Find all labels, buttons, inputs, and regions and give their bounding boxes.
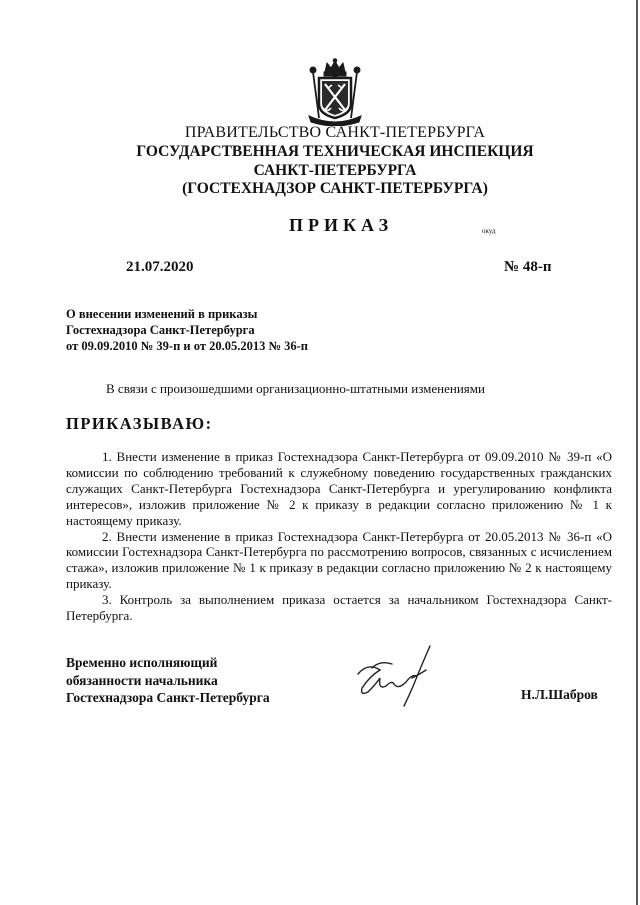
signer-name: Н.Л.Шабров (521, 687, 598, 702)
order-item-2: 2. Внести изменение в приказ Гостехнадзора Санкт-Петербурга от 20.05.2013 № 36-п «О комиссии Гостехнадзора Санкт-Петербурга по рассмотрению вопросов, связанных с исчислением стажа», изложив приложение № 1 к приказу в редакции согласно приложению № 2 к настоящему приказу. (66, 528, 612, 592)
okud-label: окуд (482, 227, 496, 235)
subject-line3: от 09.09.2010 № 39-п и от 20.05.2013 № 36-п (66, 339, 309, 353)
subject-line2: Гостехнадзора Санкт-Петербурга (66, 323, 255, 337)
handwritten-signature (352, 640, 442, 712)
subject-line1: О внесении изменений в приказы (66, 307, 258, 321)
agency-name-line2: САНКТ-ПЕТЕРБУРГА (253, 162, 417, 179)
signer-position-line3: Гостехнадзора Санкт-Петербурга (66, 690, 270, 705)
intro-paragraph: В связи с произошедшими организационно-штатными изменениями (106, 381, 485, 396)
order-number: № 48-п (504, 259, 552, 275)
order-title: ПРИКАЗ (289, 215, 394, 235)
signer-position-line1: Временно исполняющий (66, 655, 218, 670)
order-items (66, 449, 612, 624)
agency-name-line3: (ГОСТЕХНАДЗОР САНКТ-ПЕТЕРБУРГА) (182, 180, 488, 197)
agency-name-line1: ГОСУДАРСТВЕННАЯ ТЕХНИЧЕСКАЯ ИНСПЕКЦИЯ (136, 143, 534, 160)
signer-position-line2: обязанности начальника (66, 672, 218, 688)
order-date: 21.07.2020 (126, 259, 194, 275)
order-item-1: 1. Внести изменение в приказ Гостехнадзора Санкт-Петербурга от 09.09.2010 № 39-п «О комиссии по соблюдению требований к служебному поведению государственных гражданских служащих Санкт-Петербурга Гостехнадзора Санкт-Петербурга и урегулированию конфликта интересов», изложив приложение № 2 к приказу в редакции согласно приложению № 1 к настоящему приказу. (66, 449, 612, 528)
government-name: ПРАВИТЕЛЬСТВО САНКТ-ПЕТЕРБУРГА (184, 124, 486, 141)
signer-position (66, 654, 270, 707)
coat-of-arms-icon (305, 58, 365, 126)
order-item-3: 3. Контроль за выполнением приказа остается за начальником Гостехнадзора Санкт-Петербурга. (66, 592, 612, 624)
directive-heading: ПРИКАЗЫВАЮ: (66, 414, 213, 433)
order-subject (66, 306, 308, 354)
